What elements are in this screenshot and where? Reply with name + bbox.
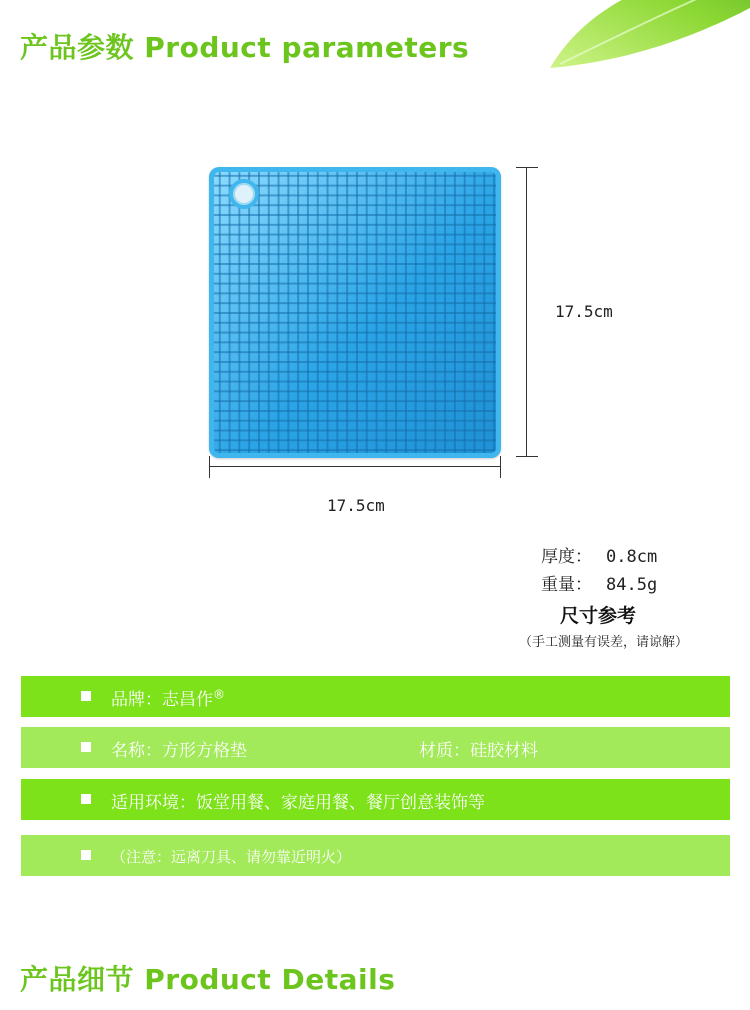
notice-text: （注意：远离刀具、请勿靠近明火） — [111, 848, 352, 866]
brand-text — [111, 685, 225, 710]
square-bullet-icon — [81, 691, 91, 701]
height-dimension-tick — [516, 167, 538, 168]
square-bullet-icon — [81, 742, 91, 752]
height-label: 17.5cm — [555, 302, 613, 321]
usage-text: 适用环境：饭堂用餐、家庭用餐、餐厅创意装饰等 — [111, 793, 485, 813]
usage-bar — [21, 779, 730, 820]
height-dimension-tick — [516, 456, 538, 457]
brand-name: 品牌：志昌作 — [111, 690, 213, 710]
thickness-spec — [541, 542, 657, 567]
square-bullet-icon — [81, 794, 91, 804]
width-dimension-line — [209, 466, 501, 467]
product-material: 材质：硅胶材料 — [419, 741, 538, 761]
product-image — [209, 167, 501, 458]
weight-value: 84.5g — [606, 575, 658, 595]
silicone-mat — [209, 167, 501, 458]
size-reference-note: （手工测量有误差，请谅解） — [519, 635, 689, 650]
width-dimension-tick — [500, 456, 501, 478]
details-title: 产品细节 Product Details — [20, 963, 396, 996]
name-material-bar — [21, 727, 730, 768]
square-bullet-icon — [81, 850, 91, 860]
notice-bar — [21, 835, 730, 876]
leaf-icon — [520, 0, 750, 70]
width-label: 17.5cm — [327, 496, 385, 515]
thickness-value: 0.8cm — [606, 547, 658, 567]
registered-mark: ® — [213, 687, 225, 702]
product-name: 名称：方形方格垫 — [111, 741, 247, 761]
weight-spec — [541, 570, 657, 595]
height-dimension-line — [526, 167, 527, 456]
width-dimension-tick — [209, 456, 210, 478]
weight-label: 重量： — [541, 575, 592, 595]
thickness-label: 厚度： — [541, 547, 592, 567]
size-reference-title: 尺寸参考 — [560, 605, 637, 627]
hanging-hole — [233, 183, 255, 205]
page-title: 产品参数 Product parameters — [20, 31, 470, 64]
brand-bar — [21, 676, 730, 717]
